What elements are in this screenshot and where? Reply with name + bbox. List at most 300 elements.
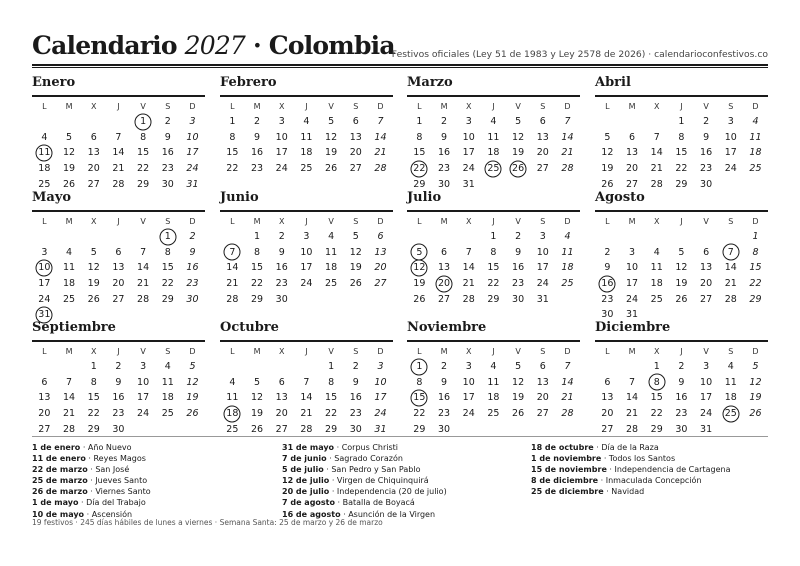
day: 9: [278, 246, 285, 258]
month-marzo: [407, 75, 580, 192]
day: 20: [275, 408, 288, 420]
day: 9: [254, 131, 261, 143]
day-grid: [220, 359, 393, 437]
day: 30: [700, 178, 713, 190]
day: 3: [727, 116, 734, 128]
empty-cell: [57, 114, 82, 130]
day: 15: [413, 147, 426, 159]
day: 2: [352, 361, 359, 373]
day: 28: [137, 293, 150, 305]
weekday-label: S: [353, 346, 359, 356]
month-junio: [220, 190, 393, 307]
weekday-label: L: [417, 346, 422, 356]
day: 12: [62, 147, 76, 159]
holiday-date: 7 de agosto: [282, 498, 335, 508]
day: 17: [137, 392, 150, 404]
day: 23: [437, 408, 451, 420]
weekday-label: M: [628, 101, 636, 111]
weekday-label: J: [492, 216, 495, 226]
day: 3: [278, 116, 285, 128]
day: 28: [300, 423, 313, 435]
day: 1: [254, 231, 261, 243]
day: 14: [724, 262, 737, 274]
weekday-label: V: [328, 346, 334, 356]
weekday-label: D: [189, 346, 196, 356]
month-name: Septiembre: [32, 320, 116, 335]
day: 28: [462, 293, 475, 305]
day: 26: [601, 178, 614, 190]
day: 30: [275, 293, 288, 305]
day: 6: [278, 376, 285, 388]
day: 24: [724, 163, 737, 175]
day: 1: [490, 231, 497, 243]
weekday-label: V: [515, 346, 521, 356]
weekday-label: J: [305, 216, 308, 226]
day: 28: [625, 423, 639, 435]
day: 20: [374, 262, 387, 274]
day: 22: [137, 163, 150, 175]
weekday-label: X: [465, 101, 472, 111]
holiday-name: · Reyes Magos: [85, 454, 146, 464]
day: 21: [300, 408, 313, 420]
weekday-header: [595, 343, 768, 359]
weekday-label: X: [653, 216, 660, 226]
day: 25: [325, 278, 338, 290]
holiday-day: 1: [131, 114, 156, 130]
day: 26: [325, 163, 338, 175]
day: 25: [161, 408, 174, 420]
month-mayo: [32, 190, 205, 323]
day: 28: [62, 423, 76, 435]
day: 4: [66, 246, 73, 258]
day-grid: [407, 114, 580, 192]
day: 17: [300, 262, 313, 274]
empty-cell: [595, 359, 620, 375]
day: 21: [137, 278, 150, 290]
weekday-label: S: [353, 101, 359, 111]
title-main: Calendario: [32, 31, 177, 60]
day: 8: [229, 131, 236, 143]
day: 6: [539, 116, 546, 128]
empty-cell: [595, 114, 620, 130]
day: 2: [115, 361, 122, 373]
day: 16: [512, 262, 525, 274]
day: 22: [650, 408, 663, 420]
empty-cell: [269, 359, 294, 375]
day-grid: [595, 359, 768, 437]
weekday-label: J: [117, 216, 120, 226]
day: 3: [140, 361, 147, 373]
empty-cell: [595, 229, 620, 245]
holiday-date: 16 de agosto: [282, 509, 341, 519]
day: 14: [561, 376, 574, 388]
holiday-entry: [282, 442, 447, 453]
weekday-label: L: [42, 101, 47, 111]
day: 25: [749, 163, 762, 175]
day: 7: [66, 376, 73, 388]
day: 14: [226, 262, 239, 274]
day: 18: [724, 392, 737, 404]
month-name: Noviembre: [407, 320, 487, 335]
day: 14: [625, 392, 639, 404]
weekday-label: X: [278, 216, 285, 226]
day: 24: [700, 408, 713, 420]
holiday-column: [32, 442, 151, 520]
month-noviembre: [407, 320, 580, 437]
day: 10: [462, 131, 475, 143]
day: 8: [164, 246, 171, 258]
holiday-date: 1 de mayo: [32, 498, 79, 508]
title-country: Colombia: [268, 31, 395, 60]
day: 8: [416, 376, 423, 388]
month-name: Octubre: [220, 320, 279, 335]
holiday-name: · Día del Trabajo: [78, 498, 146, 508]
day: 8: [140, 131, 147, 143]
day: 22: [250, 278, 264, 290]
holiday-name: · San Pedro y San Pablo: [323, 465, 421, 475]
weekday-label: X: [278, 101, 285, 111]
weekday-label: D: [377, 216, 384, 226]
day: 6: [90, 131, 97, 143]
weekday-label: D: [377, 101, 384, 111]
day: 25: [300, 163, 313, 175]
empty-cell: [620, 359, 645, 375]
holiday-day: 26: [506, 161, 531, 177]
day: 7: [653, 131, 660, 143]
day: 17: [374, 392, 387, 404]
header-rule: [32, 64, 768, 66]
weekday-label: S: [540, 101, 546, 111]
month-rule: [407, 340, 580, 342]
day: 6: [539, 361, 546, 373]
holiday-day: 8: [644, 375, 669, 391]
day: 21: [724, 278, 737, 290]
holiday-name: · Corpus Christi: [334, 443, 399, 452]
day: 15: [650, 392, 663, 404]
day: 20: [536, 147, 549, 159]
day: 24: [38, 293, 51, 305]
holiday-day: 1: [407, 359, 432, 375]
day: 25: [650, 293, 663, 305]
day: 20: [601, 408, 614, 420]
holiday-date: 10 de mayo: [32, 509, 85, 519]
weekday-label: D: [752, 216, 759, 226]
day: 17: [536, 262, 549, 274]
holiday-entry: [32, 486, 151, 497]
day: 9: [678, 376, 685, 388]
day: 1: [90, 361, 97, 373]
day: 22: [487, 278, 500, 290]
day: 24: [625, 293, 639, 305]
weekday-label: S: [165, 346, 171, 356]
holiday-day: 25: [481, 161, 506, 177]
day: 29: [137, 178, 150, 190]
holiday-name: · Jueves Santo: [87, 476, 148, 486]
day: 30: [186, 293, 199, 305]
day: 5: [352, 231, 359, 243]
day: 17: [625, 278, 639, 290]
weekday-label: D: [752, 101, 759, 111]
day: 10: [724, 131, 737, 143]
month-rule: [595, 95, 768, 97]
day: 30: [349, 423, 362, 435]
empty-cell: [106, 114, 131, 130]
holiday-name: · Ascensión: [84, 509, 133, 519]
day: 26: [512, 408, 525, 420]
day: 21: [226, 278, 239, 290]
page-subtitle: Festivos oficiales (Ley 51 de 1983 y Ley 2578 de 2026) · calendarioconfestivos.co: [391, 49, 768, 60]
day: 7: [629, 376, 636, 388]
day: 29: [650, 423, 663, 435]
weekday-label: V: [515, 101, 521, 111]
day: 14: [137, 262, 150, 274]
holiday-entry: [32, 464, 151, 475]
day: 4: [41, 131, 48, 143]
weekday-label: L: [605, 101, 610, 111]
holiday-entry: [282, 497, 447, 508]
weekday-header: [407, 343, 580, 359]
day: 20: [87, 163, 100, 175]
day-grid: [220, 229, 393, 307]
weekday-label: V: [703, 101, 709, 111]
weekday-label: V: [703, 346, 709, 356]
day: 16: [349, 392, 362, 404]
day: 6: [441, 246, 448, 258]
weekday-label: L: [230, 216, 235, 226]
day: 5: [515, 116, 522, 128]
title-year: 2027: [184, 31, 246, 60]
holiday-entry: [282, 486, 447, 497]
weekday-label: M: [253, 346, 261, 356]
day: 12: [349, 246, 362, 258]
day: 5: [752, 361, 759, 373]
day: 21: [625, 408, 639, 420]
day: 23: [437, 163, 451, 175]
holiday-date: 25 de marzo: [32, 476, 88, 486]
day: 3: [41, 246, 48, 258]
day: 18: [749, 147, 762, 159]
holiday-name: · Asunción de la Virgen: [340, 509, 436, 519]
day: 1: [416, 116, 423, 128]
day: 27: [38, 423, 51, 435]
holiday-date: 1 de noviembre: [531, 454, 602, 464]
holiday-entry: [32, 453, 151, 464]
holiday-entry: [531, 475, 730, 486]
day: 19: [749, 392, 762, 404]
day: 8: [752, 246, 759, 258]
day: 31: [462, 178, 475, 190]
weekday-label: D: [189, 101, 196, 111]
month-julio: [407, 190, 580, 307]
weekday-header: [407, 213, 580, 229]
month-rule: [407, 210, 580, 212]
day: 3: [303, 231, 310, 243]
day: 13: [437, 262, 451, 274]
day-grid: [32, 359, 205, 437]
empty-cell: [718, 229, 743, 245]
day: 28: [561, 163, 574, 175]
weekday-label: M: [253, 101, 261, 111]
weekday-label: S: [728, 101, 734, 111]
day: 19: [250, 408, 264, 420]
holiday-day: 10: [32, 260, 57, 276]
day: 21: [62, 408, 76, 420]
holiday-name: · Todos los Santos: [601, 454, 676, 464]
day: 6: [629, 131, 636, 143]
day: 18: [161, 392, 174, 404]
day: 8: [328, 376, 335, 388]
holiday-date: 7 de junio: [282, 454, 327, 464]
holiday-date: 8 de diciembre: [531, 476, 599, 486]
weekday-label: J: [117, 101, 120, 111]
day: 26: [186, 408, 199, 420]
day: 13: [349, 131, 362, 143]
holiday-date: 11 de enero: [32, 454, 86, 464]
day: 23: [700, 163, 713, 175]
day: 29: [413, 178, 426, 190]
day: 26: [62, 178, 76, 190]
day: 13: [625, 147, 639, 159]
holiday-date: 18 de octubre: [531, 443, 594, 452]
empty-cell: [32, 114, 57, 130]
day: 11: [226, 392, 239, 404]
day: 14: [650, 147, 663, 159]
day: 29: [87, 423, 100, 435]
weekday-label: J: [680, 216, 683, 226]
day: 11: [325, 246, 338, 258]
empty-cell: [57, 229, 82, 245]
weekday-label: X: [90, 101, 97, 111]
weekday-label: V: [703, 216, 709, 226]
holiday-entry: [32, 475, 151, 486]
day: 29: [413, 423, 426, 435]
day: 23: [349, 408, 362, 420]
day: 17: [462, 392, 475, 404]
day: 6: [41, 376, 48, 388]
weekday-label: J: [305, 346, 308, 356]
day: 11: [62, 262, 76, 274]
weekday-label: V: [328, 216, 334, 226]
day: 14: [374, 131, 387, 143]
day: 15: [675, 147, 688, 159]
empty-cell: [32, 359, 57, 375]
day: 11: [487, 376, 500, 388]
day: 7: [140, 246, 147, 258]
weekday-label: M: [440, 346, 448, 356]
day: 4: [490, 361, 497, 373]
day: 26: [250, 423, 264, 435]
holiday-day: 31: [32, 307, 57, 323]
holiday-entry: [32, 497, 151, 508]
day: 9: [115, 376, 122, 388]
day: 16: [437, 392, 451, 404]
day: 26: [749, 408, 762, 420]
weekday-label: J: [492, 346, 495, 356]
weekday-label: J: [305, 101, 308, 111]
day: 16: [186, 262, 199, 274]
weekday-label: V: [140, 216, 146, 226]
weekday-header: [595, 213, 768, 229]
day: 25: [62, 293, 76, 305]
day: 27: [625, 178, 639, 190]
day: 13: [275, 392, 288, 404]
empty-cell: [456, 229, 481, 245]
day: 13: [536, 376, 549, 388]
weekday-label: L: [605, 216, 610, 226]
empty-cell: [220, 229, 245, 245]
day: 27: [700, 293, 713, 305]
day: 6: [352, 116, 359, 128]
empty-cell: [694, 229, 719, 245]
day: 28: [724, 293, 737, 305]
day: 10: [275, 131, 288, 143]
day: 10: [536, 246, 549, 258]
day: 14: [112, 147, 125, 159]
day: 23: [112, 408, 125, 420]
day: 19: [601, 163, 614, 175]
day: 4: [229, 376, 236, 388]
day: 2: [254, 116, 261, 128]
weekday-label: D: [564, 346, 571, 356]
empty-cell: [81, 114, 106, 130]
day: 10: [374, 376, 387, 388]
day: 25: [561, 278, 574, 290]
weekday-label: M: [65, 346, 73, 356]
weekday-label: L: [417, 216, 422, 226]
weekday-label: S: [540, 346, 546, 356]
day: 9: [515, 246, 522, 258]
holiday-date: 5 de julio: [282, 465, 324, 475]
day: 31: [700, 423, 713, 435]
day: 18: [650, 278, 663, 290]
weekday-label: J: [117, 346, 120, 356]
weekday-label: X: [278, 346, 285, 356]
empty-cell: [620, 114, 645, 130]
weekday-label: M: [65, 101, 73, 111]
day: 3: [465, 116, 472, 128]
empty-cell: [644, 114, 669, 130]
day: 19: [512, 147, 525, 159]
header-rule-thin: [32, 67, 768, 68]
day: 21: [561, 392, 574, 404]
weekday-label: S: [540, 216, 546, 226]
day: 24: [374, 408, 387, 420]
day: 23: [675, 408, 688, 420]
month-rule: [32, 95, 205, 97]
weekday-label: X: [653, 346, 660, 356]
day: 23: [250, 163, 264, 175]
month-rule: [595, 210, 768, 212]
holiday-column: [282, 442, 447, 520]
holiday-day: 12: [407, 260, 432, 276]
weekday-label: V: [140, 346, 146, 356]
day: 14: [62, 392, 76, 404]
day: 27: [536, 408, 549, 420]
day: 2: [441, 361, 448, 373]
day: 1: [678, 116, 685, 128]
weekday-header: [595, 98, 768, 114]
day: 16: [250, 147, 264, 159]
footer-divider: [32, 436, 768, 437]
day: 26: [87, 293, 100, 305]
month-name: Marzo: [407, 75, 453, 90]
holiday-entry: [531, 442, 730, 453]
title-separator: ·: [245, 31, 269, 60]
day: 29: [325, 423, 338, 435]
day: 30: [601, 309, 614, 321]
day: 12: [675, 262, 688, 274]
holiday-date: 12 de julio: [282, 476, 330, 486]
